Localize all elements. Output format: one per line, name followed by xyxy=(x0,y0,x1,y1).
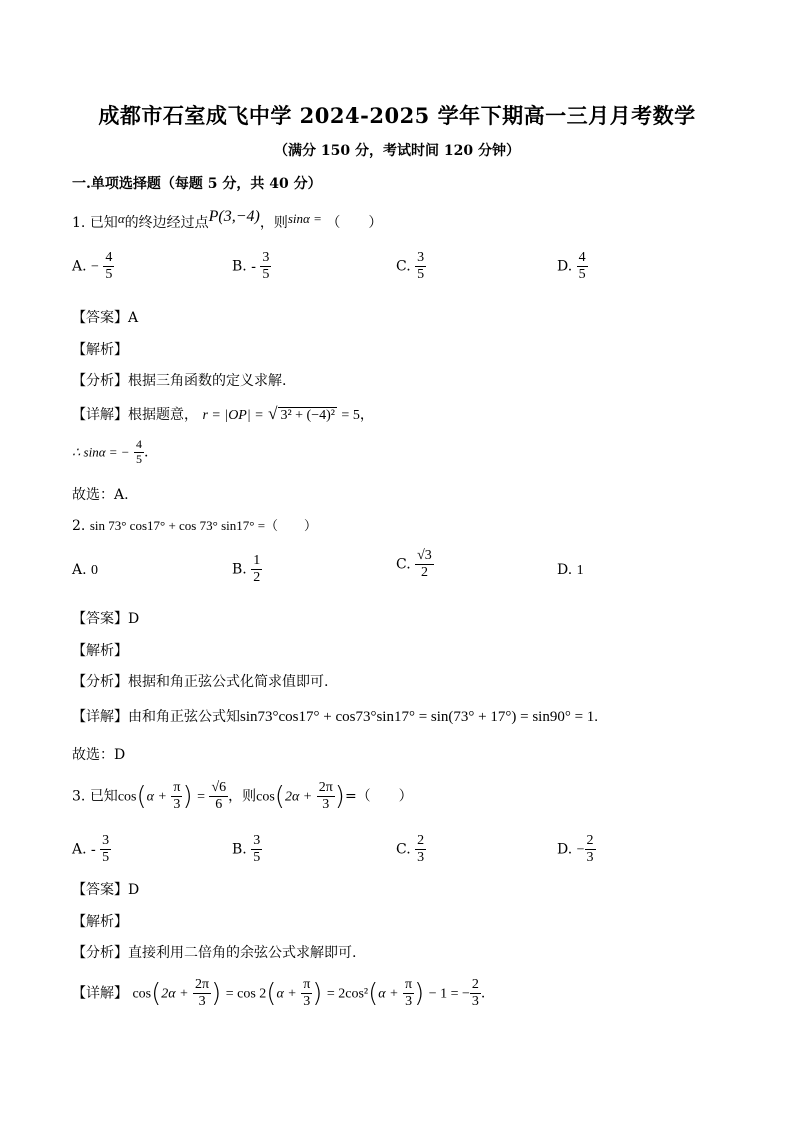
q2-final: 故选：D xyxy=(72,747,126,763)
q3-option-b: B. $\frac{3}{5}$ xyxy=(232,833,261,866)
exam-info: （满分 150 分，考试时间 120 分钟） xyxy=(274,143,520,159)
q2-option-a: A. 0 xyxy=(72,562,99,578)
q3-option-a: A. - $\frac{3}{5}$ xyxy=(72,833,110,866)
fraction: $\frac{3}{5}$ xyxy=(417,250,425,283)
q3-xiangjie: 【详解】 cos(2α + $\frac{2\pi}{3}$ ) = cos 2(α + $\frac{\pi}{3}$ ) = 2cos²(α + $\frac{\pi}{3}$ ) − 1 = − $\frac{2}{3}$ . xyxy=(72,977,486,1010)
section-heading: 一.单项选择题（每题 5 分，共 40 分） xyxy=(72,176,322,192)
q2-analysis-label: 【解析】 xyxy=(72,643,128,659)
fraction: $\frac{4}{5}$ xyxy=(578,250,586,283)
q2-option-b: B. $\frac{1}{2}$ xyxy=(232,553,261,586)
question-text: 已知 xyxy=(89,215,118,231)
q2-option-c: C. $\frac{√3}{2}$ xyxy=(396,548,432,581)
question-3: 3. 已知cos(α + $\frac{\pi}{3}$ ) = $\frac{√6}{6}$ ，则cos(2α + $\frac{2\pi}{3}$ )=（ ） xyxy=(72,780,413,813)
q3-answer: 【答案】D xyxy=(72,882,140,898)
question-1: 1. 已知α的终边经过点P(3,−4)，则sinα = （ ） xyxy=(72,208,383,231)
q1-xiangjie: 【详解】根据题意， r = |OP| = √ 3² + (−4)² = 5， xyxy=(72,404,374,423)
q1-final: 故选：A. xyxy=(72,487,129,503)
q1-option-d: D. $\frac{4}{5}$ xyxy=(557,250,586,283)
point-p: P(3,−4) xyxy=(208,208,260,225)
q1-analysis-label: 【解析】 xyxy=(72,342,128,358)
fraction: $\frac{4}{5}$ xyxy=(105,250,113,283)
q1-option-a: A. − $\frac{4}{5}$ xyxy=(72,250,113,283)
q2-option-d: D. 1 xyxy=(557,562,584,578)
q1-conclusion: ∴ sinα = − $\frac{4}{5}$ . xyxy=(72,437,149,466)
page-title: 成都市石室成飞中学 2024-2025 学年下期高一三月月考数学 xyxy=(98,103,696,128)
q2-fenxi: 【分析】根据和角正弦公式化简求值即可. xyxy=(72,674,329,690)
q3-option-d: D. − $\frac{2}{3}$ xyxy=(557,833,594,866)
question-number: 2. xyxy=(72,518,86,534)
q1-answer: 【答案】A xyxy=(72,310,139,326)
q3-option-c: C. $\frac{2}{3}$ xyxy=(396,833,425,866)
q3-fenxi: 【分析】直接利用二倍角的余弦公式求解即可. xyxy=(72,945,357,961)
q2-xiangjie: 【详解】由和角正弦公式知sin73°cos17° + cos73°sin17° = sin(73° + 17°) = sin90° = 1. xyxy=(72,709,599,725)
question-2: 2. sin 73° cos17° + cos 73° sin17° =（ ） xyxy=(72,518,318,534)
q1-fenxi: 【分析】根据三角函数的定义求解. xyxy=(72,373,287,389)
q1-option-b: B. - $\frac{3}{5}$ xyxy=(232,250,270,283)
fraction: $\frac{3}{5}$ xyxy=(262,250,270,283)
q3-analysis-label: 【解析】 xyxy=(72,914,128,930)
q2-answer: 【答案】D xyxy=(72,611,140,627)
question-number: 1. xyxy=(72,215,86,231)
question-number: 3. xyxy=(72,788,86,805)
q1-option-c: C. $\frac{3}{5}$ xyxy=(396,250,425,283)
